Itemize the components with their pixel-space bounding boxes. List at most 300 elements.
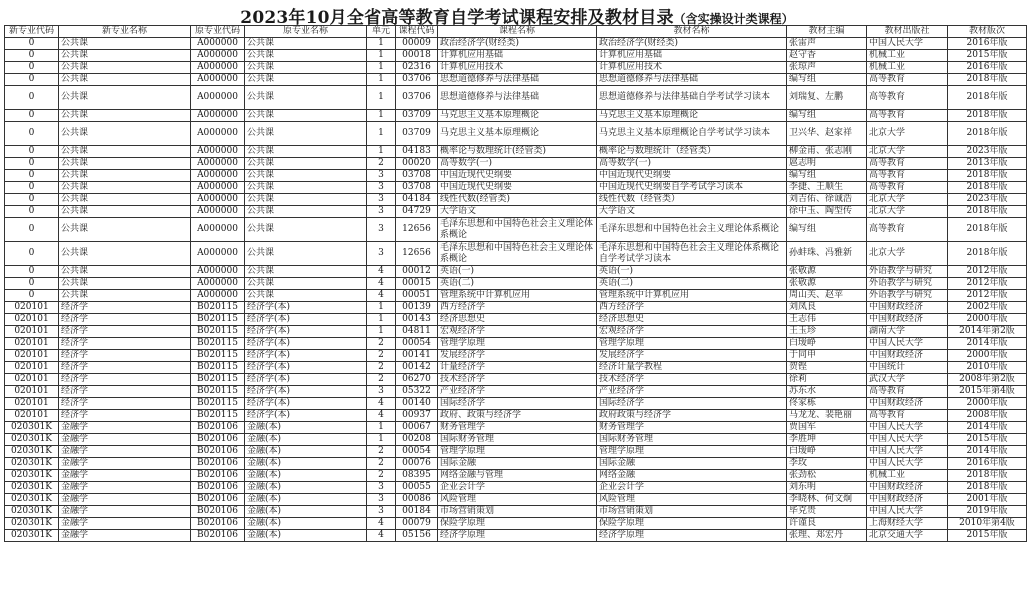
course-name-cell: 经济学原理 <box>438 530 597 542</box>
course-name-cell: 政治经济学(财经类) <box>438 38 597 50</box>
table-row <box>5 422 1027 434</box>
editor-cell: 贾国军 <box>787 422 867 434</box>
new-major-code-cell: 020301K <box>5 422 59 434</box>
unit-cell: 1 <box>367 62 396 74</box>
course-name-cell: 毛泽东思想和中国特色社会主义理论体系概论 <box>438 242 597 266</box>
edition-cell: 2018年版 <box>948 122 1027 146</box>
table-row <box>5 446 1027 458</box>
new-major-name-cell: 公共课 <box>59 266 191 278</box>
old-major-code-cell: B020115 <box>191 338 245 350</box>
course-code-cell: 06270 <box>396 374 438 386</box>
editor-cell: 苏东水 <box>787 386 867 398</box>
course-name-cell: 英语(一) <box>438 266 597 278</box>
publisher-cell: 外语教学与研究 <box>867 290 948 302</box>
new-major-code-cell: 0 <box>5 242 59 266</box>
editor-cell: 张雷声 <box>787 38 867 50</box>
course-code-cell: 03708 <box>396 170 438 182</box>
textbook-name-cell: 宏观经济学 <box>597 326 787 338</box>
textbook-name-cell: 马克思主义基本原理概论自学考试学习读本 <box>597 122 787 146</box>
course-name-cell: 大学语文 <box>438 206 597 218</box>
edition-cell: 2000年版 <box>948 314 1027 326</box>
course-name-cell: 国际经济学 <box>438 398 597 410</box>
new-major-code-cell: 0 <box>5 62 59 74</box>
course-name-cell: 计算机应用技术 <box>438 62 597 74</box>
new-major-name-cell: 经济学 <box>59 302 191 314</box>
new-major-name-cell: 公共课 <box>59 122 191 146</box>
editor-cell: 贺铿 <box>787 362 867 374</box>
unit-cell: 4 <box>367 530 396 542</box>
new-major-code-cell: 020101 <box>5 326 59 338</box>
publisher-cell: 高等教育 <box>867 218 948 242</box>
unit-cell: 4 <box>367 518 396 530</box>
textbook-name-cell: 技术经济学 <box>597 374 787 386</box>
table-row <box>5 434 1027 446</box>
header-editor: 教材主编 <box>787 26 867 38</box>
new-major-code-cell: 0 <box>5 278 59 290</box>
new-major-name-cell: 金融学 <box>59 530 191 542</box>
textbook-name-cell: 国际经济学 <box>597 398 787 410</box>
editor-cell: 马龙龙、裴艳丽 <box>787 410 867 422</box>
new-major-name-cell: 经济学 <box>59 398 191 410</box>
new-major-code-cell: 020101 <box>5 374 59 386</box>
textbook-name-cell: 毛泽东思想和中国特色社会主义理论体系概论 <box>597 218 787 242</box>
publisher-cell: 中国财政经济 <box>867 302 948 314</box>
old-major-code-cell: B020115 <box>191 386 245 398</box>
old-major-name-cell: 经济学(本) <box>245 326 367 338</box>
old-major-name-cell: 经济学(本) <box>245 410 367 422</box>
new-major-name-cell: 金融学 <box>59 506 191 518</box>
textbook-name-cell: 管理系统中计算机应用 <box>597 290 787 302</box>
edition-cell: 2018年版 <box>948 470 1027 482</box>
header-edition: 教材版次 <box>948 26 1027 38</box>
editor-cell: 柳金甫、张志刚 <box>787 146 867 158</box>
editor-cell: 白瑷峥 <box>787 446 867 458</box>
textbook-name-cell: 思想道德修养与法律基础自学考试学习读本 <box>597 86 787 110</box>
table-row <box>5 314 1027 326</box>
old-major-name-cell: 公共课 <box>245 74 367 86</box>
new-major-code-cell: 020101 <box>5 338 59 350</box>
publisher-cell: 高等教育 <box>867 158 948 170</box>
old-major-code-cell: A000000 <box>191 122 245 146</box>
old-major-name-cell: 公共课 <box>245 182 367 194</box>
old-major-code-cell: B020115 <box>191 362 245 374</box>
course-code-cell: 00015 <box>396 278 438 290</box>
edition-cell: 2012年版 <box>948 290 1027 302</box>
textbook-name-cell: 中国近现代史纲要自学考试学习读本 <box>597 182 787 194</box>
course-code-cell: 03709 <box>396 122 438 146</box>
unit-cell: 4 <box>367 410 396 422</box>
course-name-cell: 思想道德修养与法律基础 <box>438 86 597 110</box>
new-major-code-cell: 020301K <box>5 470 59 482</box>
old-major-code-cell: B020106 <box>191 434 245 446</box>
publisher-cell: 中国人民大学 <box>867 458 948 470</box>
header-old-major-name: 原专业名称 <box>245 26 367 38</box>
new-major-code-cell: 0 <box>5 206 59 218</box>
old-major-code-cell: A000000 <box>191 206 245 218</box>
table-row <box>5 410 1027 422</box>
new-major-name-cell: 金融学 <box>59 470 191 482</box>
header-new-major-name: 新专业名称 <box>59 26 191 38</box>
editor-cell: 王玉珍 <box>787 326 867 338</box>
new-major-code-cell: 0 <box>5 194 59 206</box>
new-major-code-cell: 020301K <box>5 446 59 458</box>
table-row <box>5 470 1027 482</box>
edition-cell: 2023年版 <box>948 194 1027 206</box>
editor-cell: 编写组 <box>787 170 867 182</box>
table-row <box>5 482 1027 494</box>
table-row <box>5 374 1027 386</box>
edition-cell: 2018年版 <box>948 242 1027 266</box>
header-course-code: 课程代码 <box>396 26 438 38</box>
editor-cell: 李晓林、何文炯 <box>787 494 867 506</box>
unit-cell: 3 <box>367 194 396 206</box>
editor-cell: 张敬源 <box>787 278 867 290</box>
course-code-cell: 03709 <box>396 110 438 122</box>
old-major-name-cell: 公共课 <box>245 278 367 290</box>
new-major-code-cell: 020101 <box>5 314 59 326</box>
course-name-cell: 计量经济学 <box>438 362 597 374</box>
old-major-name-cell: 金融(本) <box>245 458 367 470</box>
edition-cell: 2018年版 <box>948 110 1027 122</box>
new-major-code-cell: 0 <box>5 218 59 242</box>
course-name-cell: 马克思主义基本原理概论 <box>438 110 597 122</box>
header-publisher: 教材出版社 <box>867 26 948 38</box>
old-major-name-cell: 公共课 <box>245 170 367 182</box>
edition-cell: 2012年版 <box>948 278 1027 290</box>
course-code-cell: 00076 <box>396 458 438 470</box>
old-major-code-cell: A000000 <box>191 38 245 50</box>
table-row <box>5 158 1027 170</box>
old-major-code-cell: B020106 <box>191 458 245 470</box>
course-code-cell: 12656 <box>396 242 438 266</box>
new-major-name-cell: 金融学 <box>59 494 191 506</box>
textbook-name-cell: 马克思主义基本原理概论 <box>597 110 787 122</box>
table-row <box>5 86 1027 110</box>
document-subtitle: （含实操设计类课程） <box>673 12 794 26</box>
old-major-code-cell: B020106 <box>191 446 245 458</box>
header-old-major-code: 原专业代码 <box>191 26 245 38</box>
editor-cell: 刘吉佑、徐诚浩 <box>787 194 867 206</box>
table-row <box>5 458 1027 470</box>
unit-cell: 2 <box>367 158 396 170</box>
edition-cell: 2018年版 <box>948 86 1027 110</box>
publisher-cell: 中国财政经济 <box>867 350 948 362</box>
new-major-code-cell: 0 <box>5 86 59 110</box>
editor-cell: 刘凤良 <box>787 302 867 314</box>
editor-cell: 编写组 <box>787 74 867 86</box>
course-name-cell: 发展经济学 <box>438 350 597 362</box>
course-code-cell: 00141 <box>396 350 438 362</box>
new-major-code-cell: 020101 <box>5 386 59 398</box>
unit-cell: 3 <box>367 242 396 266</box>
course-code-cell: 05322 <box>396 386 438 398</box>
new-major-name-cell: 经济学 <box>59 362 191 374</box>
publisher-cell: 中国财政经济 <box>867 314 948 326</box>
old-major-name-cell: 公共课 <box>245 86 367 110</box>
edition-cell: 2013年版 <box>948 158 1027 170</box>
table-row <box>5 530 1027 542</box>
unit-cell: 2 <box>367 470 396 482</box>
new-major-code-cell: 020301K <box>5 518 59 530</box>
course-name-cell: 中国近现代史纲要 <box>438 182 597 194</box>
editor-cell: 扈志明 <box>787 158 867 170</box>
unit-cell: 2 <box>367 446 396 458</box>
old-major-code-cell: B020106 <box>191 494 245 506</box>
old-major-name-cell: 金融(本) <box>245 434 367 446</box>
new-major-code-cell: 020101 <box>5 350 59 362</box>
edition-cell: 2001年版 <box>948 494 1027 506</box>
publisher-cell: 北京大学 <box>867 194 948 206</box>
edition-cell: 2015年版 <box>948 530 1027 542</box>
publisher-cell: 中国人民大学 <box>867 38 948 50</box>
new-major-code-cell: 0 <box>5 146 59 158</box>
textbook-name-cell: 英语(二) <box>597 278 787 290</box>
publisher-cell: 机械工业 <box>867 62 948 74</box>
old-major-name-cell: 经济学(本) <box>245 398 367 410</box>
old-major-name-cell: 公共课 <box>245 158 367 170</box>
textbook-name-cell: 管理学原理 <box>597 338 787 350</box>
course-code-cell: 00055 <box>396 482 438 494</box>
new-major-name-cell: 公共课 <box>59 206 191 218</box>
textbook-name-cell: 高等数学(一) <box>597 158 787 170</box>
publisher-cell: 高等教育 <box>867 74 948 86</box>
new-major-code-cell: 020301K <box>5 494 59 506</box>
course-name-cell: 线性代数(经管类) <box>438 194 597 206</box>
table-row <box>5 278 1027 290</box>
textbook-name-cell: 概率论与数理统计（经管类） <box>597 146 787 158</box>
old-major-name-cell: 公共课 <box>245 122 367 146</box>
textbook-name-cell: 经济思想史 <box>597 314 787 326</box>
course-name-cell: 国际金融 <box>438 458 597 470</box>
new-major-code-cell: 0 <box>5 290 59 302</box>
textbook-name-cell: 经济计量学教程 <box>597 362 787 374</box>
course-code-cell: 00012 <box>396 266 438 278</box>
old-major-name-cell: 公共课 <box>245 62 367 74</box>
unit-cell: 3 <box>367 494 396 506</box>
editor-cell: 李玫 <box>787 458 867 470</box>
publisher-cell: 上海财经大学 <box>867 518 948 530</box>
old-major-code-cell: B020115 <box>191 350 245 362</box>
unit-cell: 3 <box>367 506 396 518</box>
course-name-cell: 经济思想史 <box>438 314 597 326</box>
new-major-name-cell: 公共课 <box>59 278 191 290</box>
new-major-name-cell: 经济学 <box>59 314 191 326</box>
old-major-code-cell: A000000 <box>191 266 245 278</box>
publisher-cell: 中国人民大学 <box>867 434 948 446</box>
textbook-name-cell: 企业会计学 <box>597 482 787 494</box>
new-major-code-cell: 020101 <box>5 362 59 374</box>
unit-cell: 2 <box>367 458 396 470</box>
old-major-name-cell: 公共课 <box>245 110 367 122</box>
unit-cell: 2 <box>367 374 396 386</box>
new-major-name-cell: 公共课 <box>59 110 191 122</box>
table-row <box>5 206 1027 218</box>
course-name-cell: 网络金融与管理 <box>438 470 597 482</box>
course-code-cell: 00142 <box>396 362 438 374</box>
table-row <box>5 122 1027 146</box>
textbook-name-cell: 中国近现代史纲要 <box>597 170 787 182</box>
new-major-code-cell: 0 <box>5 74 59 86</box>
document-title: 2023年10月全省高等教育自学考试课程安排及教材目录 <box>240 8 674 28</box>
textbook-name-cell: 大学语文 <box>597 206 787 218</box>
header-unit: 单元 <box>367 26 396 38</box>
course-name-cell: 管理学原理 <box>438 446 597 458</box>
old-major-code-cell: B020115 <box>191 410 245 422</box>
old-major-code-cell: A000000 <box>191 194 245 206</box>
textbook-name-cell: 经济学原理 <box>597 530 787 542</box>
course-name-cell: 风险管理 <box>438 494 597 506</box>
old-major-code-cell: B020115 <box>191 398 245 410</box>
old-major-name-cell: 公共课 <box>245 218 367 242</box>
course-name-cell: 技术经济学 <box>438 374 597 386</box>
course-code-cell: 08395 <box>396 470 438 482</box>
editor-cell: 于同申 <box>787 350 867 362</box>
table-row <box>5 182 1027 194</box>
edition-cell: 2023年版 <box>948 146 1027 158</box>
unit-cell: 3 <box>367 482 396 494</box>
new-major-code-cell: 020301K <box>5 506 59 518</box>
old-major-name-cell: 金融(本) <box>245 422 367 434</box>
new-major-name-cell: 金融学 <box>59 458 191 470</box>
editor-cell: 李胜坤 <box>787 434 867 446</box>
old-major-name-cell: 金融(本) <box>245 446 367 458</box>
course-name-cell: 毛泽东思想和中国特色社会主义理论体系概论 <box>438 218 597 242</box>
old-major-code-cell: B020115 <box>191 314 245 326</box>
course-code-cell: 00018 <box>396 50 438 62</box>
new-major-name-cell: 公共课 <box>59 74 191 86</box>
textbook-name-cell: 计算机应用基础 <box>597 50 787 62</box>
header-new-major-code: 新专业代码 <box>5 26 59 38</box>
edition-cell: 2014年版 <box>948 422 1027 434</box>
editor-cell: 张琼声 <box>787 62 867 74</box>
course-code-cell: 00140 <box>396 398 438 410</box>
new-major-name-cell: 公共课 <box>59 242 191 266</box>
table-row <box>5 146 1027 158</box>
editor-cell: 刘瑞复、左鹏 <box>787 86 867 110</box>
old-major-code-cell: A000000 <box>191 182 245 194</box>
unit-cell: 1 <box>367 86 396 110</box>
editor-cell: 编写组 <box>787 218 867 242</box>
old-major-code-cell: B020106 <box>191 518 245 530</box>
new-major-name-cell: 金融学 <box>59 434 191 446</box>
editor-cell: 赵守香 <box>787 50 867 62</box>
table-row <box>5 50 1027 62</box>
edition-cell: 2018年版 <box>948 206 1027 218</box>
course-code-cell: 04729 <box>396 206 438 218</box>
edition-cell: 2016年版 <box>948 458 1027 470</box>
old-major-name-cell: 金融(本) <box>245 530 367 542</box>
publisher-cell: 高等教育 <box>867 410 948 422</box>
new-major-code-cell: 020301K <box>5 434 59 446</box>
course-code-cell: 00054 <box>396 338 438 350</box>
course-name-cell: 马克思主义基本原理概论 <box>438 122 597 146</box>
table-row <box>5 194 1027 206</box>
old-major-code-cell: A000000 <box>191 218 245 242</box>
new-major-name-cell: 经济学 <box>59 338 191 350</box>
course-name-cell: 思想道德修养与法律基础 <box>438 74 597 86</box>
editor-cell: 张敬源 <box>787 266 867 278</box>
course-code-cell: 00067 <box>396 422 438 434</box>
textbook-name-cell: 产业经济学 <box>597 386 787 398</box>
textbook-name-cell: 财务管理学 <box>597 422 787 434</box>
editor-cell: 白瑷峥 <box>787 338 867 350</box>
old-major-name-cell: 公共课 <box>245 206 367 218</box>
unit-cell: 4 <box>367 266 396 278</box>
course-name-cell: 政府、政策与经济学 <box>438 410 597 422</box>
old-major-code-cell: A000000 <box>191 86 245 110</box>
textbook-name-cell: 国际财务管理 <box>597 434 787 446</box>
course-name-cell: 管理系统中计算机应用 <box>438 290 597 302</box>
old-major-code-cell: B020106 <box>191 530 245 542</box>
table-row <box>5 362 1027 374</box>
edition-cell: 2008年第2版 <box>948 374 1027 386</box>
publisher-cell: 机械工业 <box>867 470 948 482</box>
new-major-code-cell: 020101 <box>5 302 59 314</box>
unit-cell: 3 <box>367 170 396 182</box>
textbook-name-cell: 线性代数（经管类） <box>597 194 787 206</box>
unit-cell: 3 <box>367 182 396 194</box>
old-major-code-cell: A000000 <box>191 74 245 86</box>
old-major-code-cell: B020115 <box>191 302 245 314</box>
old-major-code-cell: B020106 <box>191 506 245 518</box>
publisher-cell: 中国人民大学 <box>867 422 948 434</box>
table-row <box>5 74 1027 86</box>
textbook-name-cell: 国际金融 <box>597 458 787 470</box>
table-body <box>5 38 1027 542</box>
old-major-name-cell: 经济学(本) <box>245 362 367 374</box>
textbook-name-cell: 毛泽东思想和中国特色社会主义理论体系概论自学考试学习读本 <box>597 242 787 266</box>
unit-cell: 2 <box>367 362 396 374</box>
old-major-code-cell: A000000 <box>191 146 245 158</box>
publisher-cell: 中国财政经济 <box>867 482 948 494</box>
edition-cell: 2015年版 <box>948 434 1027 446</box>
course-code-cell: 03706 <box>396 86 438 110</box>
new-major-name-cell: 公共课 <box>59 170 191 182</box>
unit-cell: 1 <box>367 314 396 326</box>
publisher-cell: 北京大学 <box>867 122 948 146</box>
new-major-name-cell: 经济学 <box>59 386 191 398</box>
course-name-cell: 计算机应用基础 <box>438 50 597 62</box>
new-major-name-cell: 经济学 <box>59 350 191 362</box>
old-major-name-cell: 公共课 <box>245 242 367 266</box>
course-code-cell: 12656 <box>396 218 438 242</box>
new-major-name-cell: 公共课 <box>59 218 191 242</box>
publisher-cell: 高等教育 <box>867 182 948 194</box>
table-row <box>5 290 1027 302</box>
table-row <box>5 62 1027 74</box>
edition-cell: 2010年版 <box>948 362 1027 374</box>
edition-cell: 2012年版 <box>948 266 1027 278</box>
new-major-name-cell: 经济学 <box>59 410 191 422</box>
new-major-code-cell: 0 <box>5 38 59 50</box>
old-major-code-cell: B020106 <box>191 482 245 494</box>
editor-cell: 刘东明 <box>787 482 867 494</box>
textbook-name-cell: 网络金融 <box>597 470 787 482</box>
edition-cell: 2002年版 <box>948 302 1027 314</box>
course-name-cell: 宏观经济学 <box>438 326 597 338</box>
course-name-cell: 保险学原理 <box>438 518 597 530</box>
course-code-cell: 00086 <box>396 494 438 506</box>
editor-cell: 徐莉 <box>787 374 867 386</box>
publisher-cell: 外语教学与研究 <box>867 278 948 290</box>
edition-cell: 2000年版 <box>948 398 1027 410</box>
old-major-code-cell: B020106 <box>191 422 245 434</box>
old-major-code-cell: A000000 <box>191 278 245 290</box>
course-code-cell: 00051 <box>396 290 438 302</box>
publisher-cell: 武汉大学 <box>867 374 948 386</box>
table-row <box>5 170 1027 182</box>
course-name-cell: 产业经济学 <box>438 386 597 398</box>
